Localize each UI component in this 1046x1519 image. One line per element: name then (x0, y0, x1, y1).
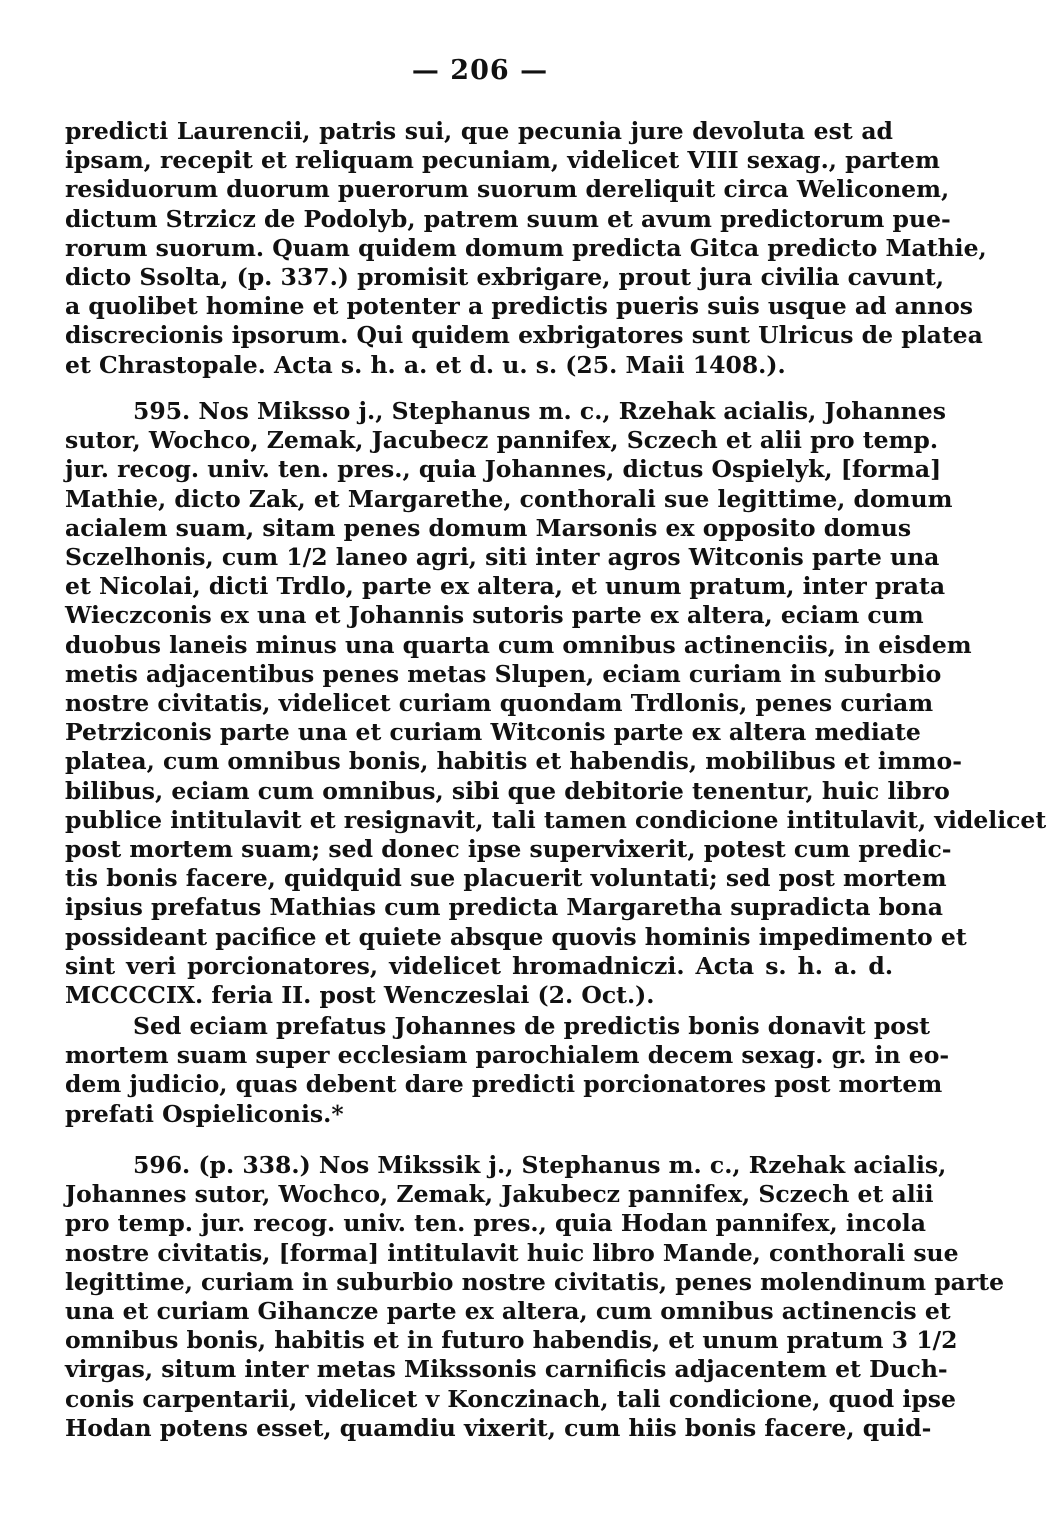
text-line: rorum suorum. Quam quidem domum predicta Gitca predicto Mathie, (65, 233, 987, 262)
text-line: platea, cum omnibus bonis, habitis et habendis, mobilibus et immo- (65, 747, 962, 776)
text-line: tis bonis facere, quidquid sue placuerit voluntati; sed post mortem (65, 864, 947, 893)
text-line: Sed eciam prefatus Johannes de predictis bonis donavit post (133, 1012, 931, 1040)
text-line: mortem suam super ecclesiam parochialem decem sexag. gr. in eo- (65, 1041, 950, 1070)
text-line: publice intitulavit et resignavit, tali tamen condicione intitulavit, videlicet (65, 805, 1046, 834)
text-line: dictum Strzicz de Podolyb, patrem suum et avum predictorum pue- (65, 204, 951, 233)
text-line: duobus laneis minus una quarta cum omnibus actinenciis, in eisdem (65, 630, 972, 659)
text-line: residuorum duorum puerorum suorum dereliquit circa Weliconem, (65, 175, 950, 204)
text-line: ipsam, recepit et reliquam pecuniam, videlicet VIII sexag., partem (65, 146, 940, 175)
text-line: MCCCCIX. feria II. post Wenczeslai (2. Oct.). (65, 981, 655, 1009)
text-line: jur. recog. univ. ten. pres., quia Johannes, dictus Ospielyk, [forma] (65, 455, 942, 484)
text-line: legittime, curiam in suburbio nostre civitatis, penes molendinum parte (65, 1267, 1005, 1296)
text-line: pro temp. jur. recog. univ. ten. pres., quia Hodan pannifex, incola (65, 1209, 926, 1238)
text-line: Hodan potens esset, quamdiu vixerit, cum hiis bonis facere, quid- (65, 1413, 932, 1442)
text-line: conis carpentarii, videlicet v Konczinach, tali condicione, quod ipse (65, 1384, 956, 1413)
text-line: a quolibet homine et potenter a predictis pueris suis usque ad annos (65, 292, 973, 321)
text-line: prefati Ospieliconis.* (65, 1099, 344, 1128)
text-line: dem judicio, quas debent dare predicti porcionatores post mortem (65, 1070, 943, 1099)
text-line: omnibus bonis, habitis et in futuro habendis, et unum pratum 3 1/2 (65, 1326, 958, 1355)
text-line: predicti Laurencii, patris sui, que pecunia jure devoluta est ad (65, 117, 893, 145)
text-line: Johannes sutor, Wochco, Zemak, Jakubecz pannifex, Sczech et alii (65, 1180, 934, 1209)
text-line: una et curiam Gihancze parte ex altera, cum omnibus actinencis et (65, 1297, 951, 1325)
text-line: Mathie, dicto Zak, et Margarethe, conthorali sue legittime, domum (65, 484, 953, 513)
text-line: metis adjacentibus penes metas Slupen, eciam curiam in suburbio (65, 659, 942, 688)
text-line: Sczelhonis, cum 1/2 laneo agri, siti inter agros Witconis parte una (65, 543, 940, 571)
text-line: 596. (p. 338.) Nos Mikssik j., Stephanus m. c., Rzehak acialis, (133, 1151, 947, 1179)
text-line: bilibus, eciam cum omnibus, sibi que debitorie tenentur, huic libro (65, 776, 950, 805)
text-line: et Chrastopale. Acta s. h. a. et d. u. s. (25. Maii 1408.). (65, 350, 786, 379)
page-number: — 206 — (411, 55, 549, 86)
text-line: Petrziconis parte una et curiam Witconis parte ex altera mediate (65, 718, 921, 747)
text-line: dicto Ssolta, (p. 337.) promisit exbrigare, prout jura civilia cavunt, (65, 263, 945, 291)
text-line: 595. Nos Miksso j., Stephanus m. c., Rzehak acialis, Johannes (133, 397, 946, 425)
text-line: et Nicolai, dicti Trdlo, parte ex altera, et unum pratum, inter prata (65, 572, 946, 601)
text-line: sutor, Wochco, Zemak, Jacubecz pannifex, Sczech et alii pro temp. (65, 426, 939, 455)
text-line: Wieczconis ex una et Johannis sutoris parte ex altera, eciam cum (65, 601, 924, 630)
text-line: nostre civitatis, videlicet curiam quondam Trdlonis, penes curiam (65, 689, 934, 717)
text-line: discrecionis ipsorum. Qui quidem exbrigatores sunt Ulricus de platea (65, 321, 983, 350)
text-line: post mortem suam; sed donec ipse supervixerit, potest cum predic- (65, 835, 952, 863)
text-line: possideant pacifice et quiete absque quovis hominis impedimento et (65, 922, 967, 951)
text-line: ipsius prefatus Mathias cum predicta Margaretha supradicta bona (65, 893, 944, 922)
text-line: virgas, situm inter metas Mikssonis carnificis adjacentem et Duch- (65, 1355, 948, 1384)
text-line: acialem suam, sitam penes domum Marsonis ex opposito domus (65, 513, 912, 542)
text-line: sint veri porcionatores, videlicet hromadniczi. Acta s. h. a. d. (65, 951, 893, 980)
text-line: nostre civitatis, [forma] intitulavit huic libro Mande, conthorali sue (65, 1238, 959, 1267)
